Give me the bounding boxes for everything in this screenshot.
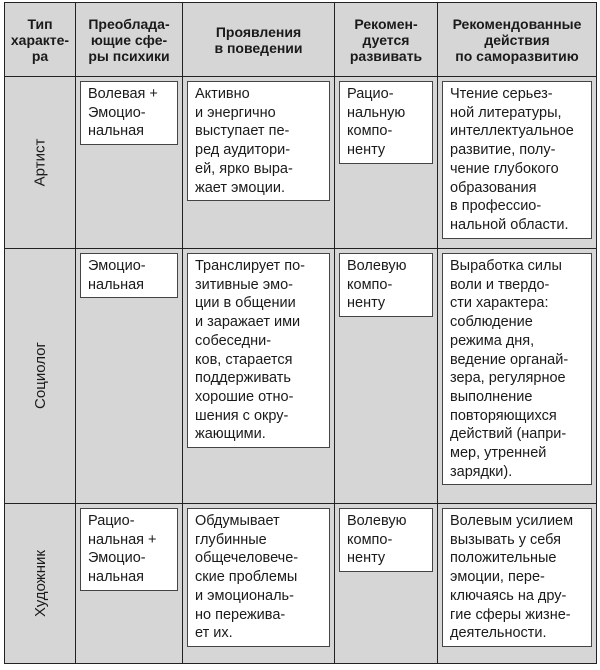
- type-cell: [5, 504, 76, 664]
- spheres-cell: Волевая + Эмоцио- нальная: [76, 77, 183, 249]
- type-label: Социолог: [31, 342, 49, 409]
- header-row: [5, 3, 597, 77]
- table-row: [5, 249, 597, 504]
- actions-cell: Выработка силы воли и твердо- сти характера: соблюдение режима дня, ведение органай- зера, регулярное выполнение повторяющихся действий (напри- мер, утренней зарядки).: [438, 249, 597, 504]
- character-types-table: [4, 2, 597, 664]
- spheres-cell: Эмоцио- нальная: [76, 249, 183, 504]
- develop-cell: Волевую компо- ненту: [335, 249, 438, 504]
- table-row: [5, 77, 597, 249]
- type-cell: [5, 77, 76, 249]
- type-label: Художник: [31, 549, 49, 617]
- table-row: [5, 504, 597, 664]
- type-label: Артист: [31, 138, 49, 186]
- behavior-cell: Обдумывает глубинные общечеловече- ские проблемы и эмоциональ- но пережива- ет их.: [183, 504, 335, 664]
- actions-cell: Волевым усилием вызывать у себя положительные эмоции, пере- ключаясь на дру- гие сферы жизне- деятельности.: [438, 504, 597, 664]
- develop-cell: Волевую компо- ненту: [335, 504, 438, 664]
- header-spheres: Преоблада- ющие сфе- ры психики: [76, 3, 183, 77]
- type-cell: [5, 249, 76, 504]
- header-behavior: Проявления в поведении: [183, 3, 335, 77]
- actions-cell: Чтение серьез- ной литературы, интеллектуальное развитие, полу- чение глубокого образования в профессио- нальной области.: [438, 77, 597, 249]
- behavior-cell: Активно и энергично выступает пе- ред аудитори- ей, ярко выра- жает эмоции.: [183, 77, 335, 249]
- spheres-cell: Рацио- нальная + Эмоцио- нальная: [76, 504, 183, 664]
- header-actions: Рекомендованные действия по саморазвитию: [438, 3, 597, 77]
- develop-cell: Рацио- нальную компо- ненту: [335, 77, 438, 249]
- header-develop: Рекомен- дуется развивать: [335, 3, 438, 77]
- behavior-cell: Транслирует по- зитивные эмо- ции в общении и заражает ими собеседни- ков, старается поддерживать хорошие отно- шения с окру- жающими.: [183, 249, 335, 504]
- header-type: Тип характе- ра: [5, 3, 76, 77]
